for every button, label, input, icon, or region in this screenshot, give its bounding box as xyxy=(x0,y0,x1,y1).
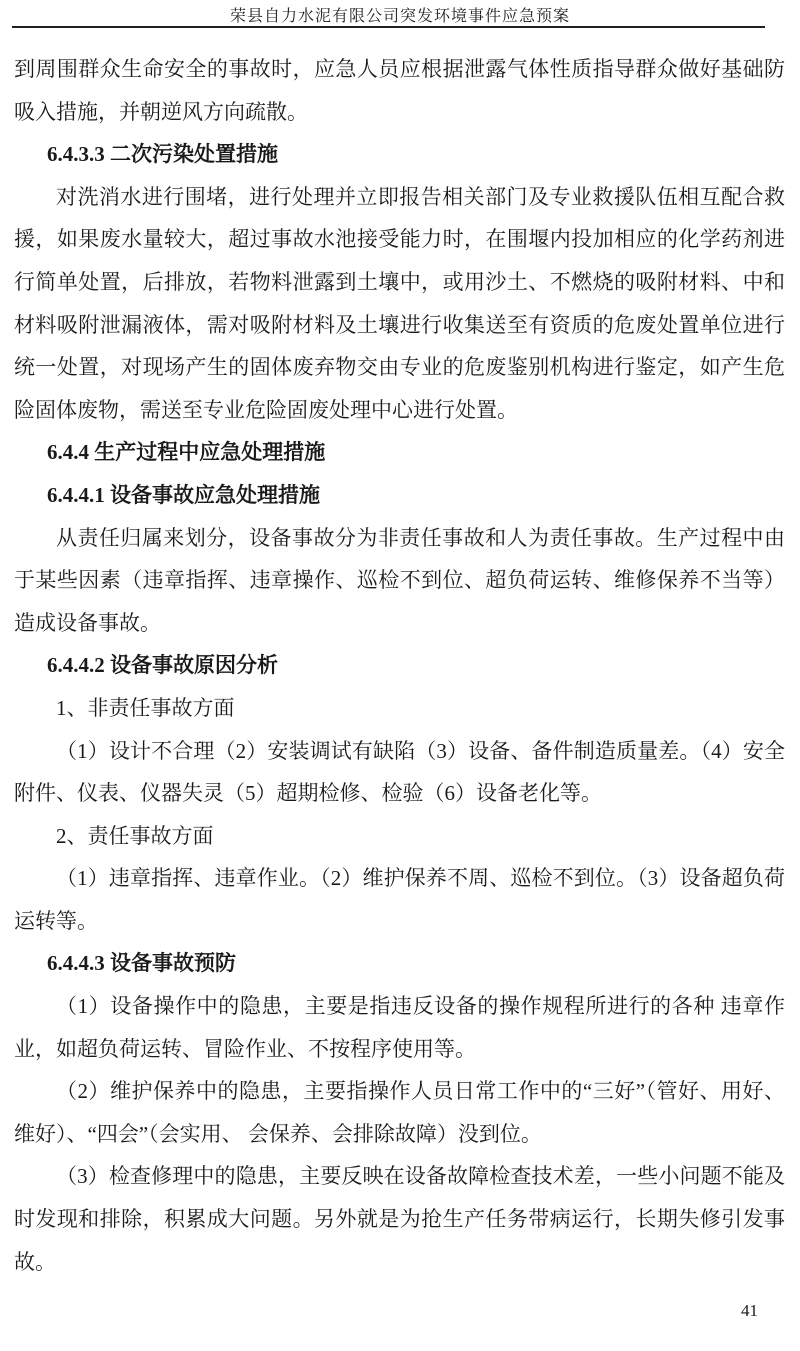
header-rule-divider xyxy=(12,26,765,28)
body-paragraph: （2）维护保养中的隐患，主要指操作人员日常工作中的“三好”（管好、用好、维好）、“四会”（会实用、 会保养、会排除故障）没到位。 xyxy=(14,1079,785,1146)
body-paragraph: （1）违章指挥、违章作业。（2）维护保养不周、巡检不到位。（3）设备超负荷运转等。 xyxy=(14,866,785,933)
body-paragraph: （3）检查修理中的隐患，主要反映在设备故障检查技术差，一些小问题不能及时发现和排除，积累成大问题。另外就是为抢生产任务带病运行，长期失修引发事故。 xyxy=(14,1164,785,1274)
page-number: 41 xyxy=(741,1301,758,1320)
list-item-heading: 1、非责任事故方面 xyxy=(56,695,235,720)
heading-6-4-4-1: 6.4.4.1 设备事故应急处理措施 xyxy=(47,482,320,507)
body-paragraph: （1）设备操作中的隐患，主要是指违反设备的操作规程所进行的各种 违章作业，如超负荷运转、冒险作业、不按程序使用等。 xyxy=(14,994,785,1061)
body-paragraph: 对洗消水进行围堵，进行处理并立即报告相关部门及专业救援队伍相互配合救援，如果废水量较大，超过事故水池接受能力时，在围堰内投加相应的化学药剂进行简单处置，后排放，若物料泄露到土壤中，或用沙土、不燃烧的吸附材料、中和材料吸附泄漏液体，需对吸附材料及土壤进行收集送至有资质的危废处置单位进行统一处置，对现场产生的固体废弃物交由专业的危废鉴别机构进行鉴定，如产生危险固体废物，需送至专业危险固废处理中心进行处置。 xyxy=(14,184,785,422)
heading-6-4-4: 6.4.4 生产过程中应急处理措施 xyxy=(47,440,326,465)
document-body xyxy=(14,48,785,1283)
body-paragraph: （1）设计不合理（2）安装调试有缺陷（3）设备、备件制造质量差。（4）安全附件、仪表、仪器失灵（5）超期检修、检验（6）设备老化等。 xyxy=(14,738,785,806)
body-paragraph: 到周围群众生命安全的事故时，应急人员应根据泄露气体性质指导群众做好基础防吸入措施，并朝逆风方向疏散。 xyxy=(14,57,785,124)
heading-6-4-3-3: 6.4.3.3 二次污染处置措施 xyxy=(47,142,278,167)
heading-6-4-4-3: 6.4.4.3 设备事故预防 xyxy=(47,951,236,976)
heading-6-4-4-2: 6.4.4.2 设备事故原因分析 xyxy=(47,653,278,678)
list-item-heading: 2、责任事故方面 xyxy=(56,823,214,848)
running-header-title: 荣县自力水泥有限公司突发环境事件应急预案 xyxy=(229,8,570,25)
body-paragraph: 从责任归属来划分，设备事故分为非责任事故和人为责任事故。生产过程中由于某些因素（违章指挥、违章操作、巡检不到位、超负荷运转、维修保养不当等）造成设备事故。 xyxy=(14,525,785,635)
